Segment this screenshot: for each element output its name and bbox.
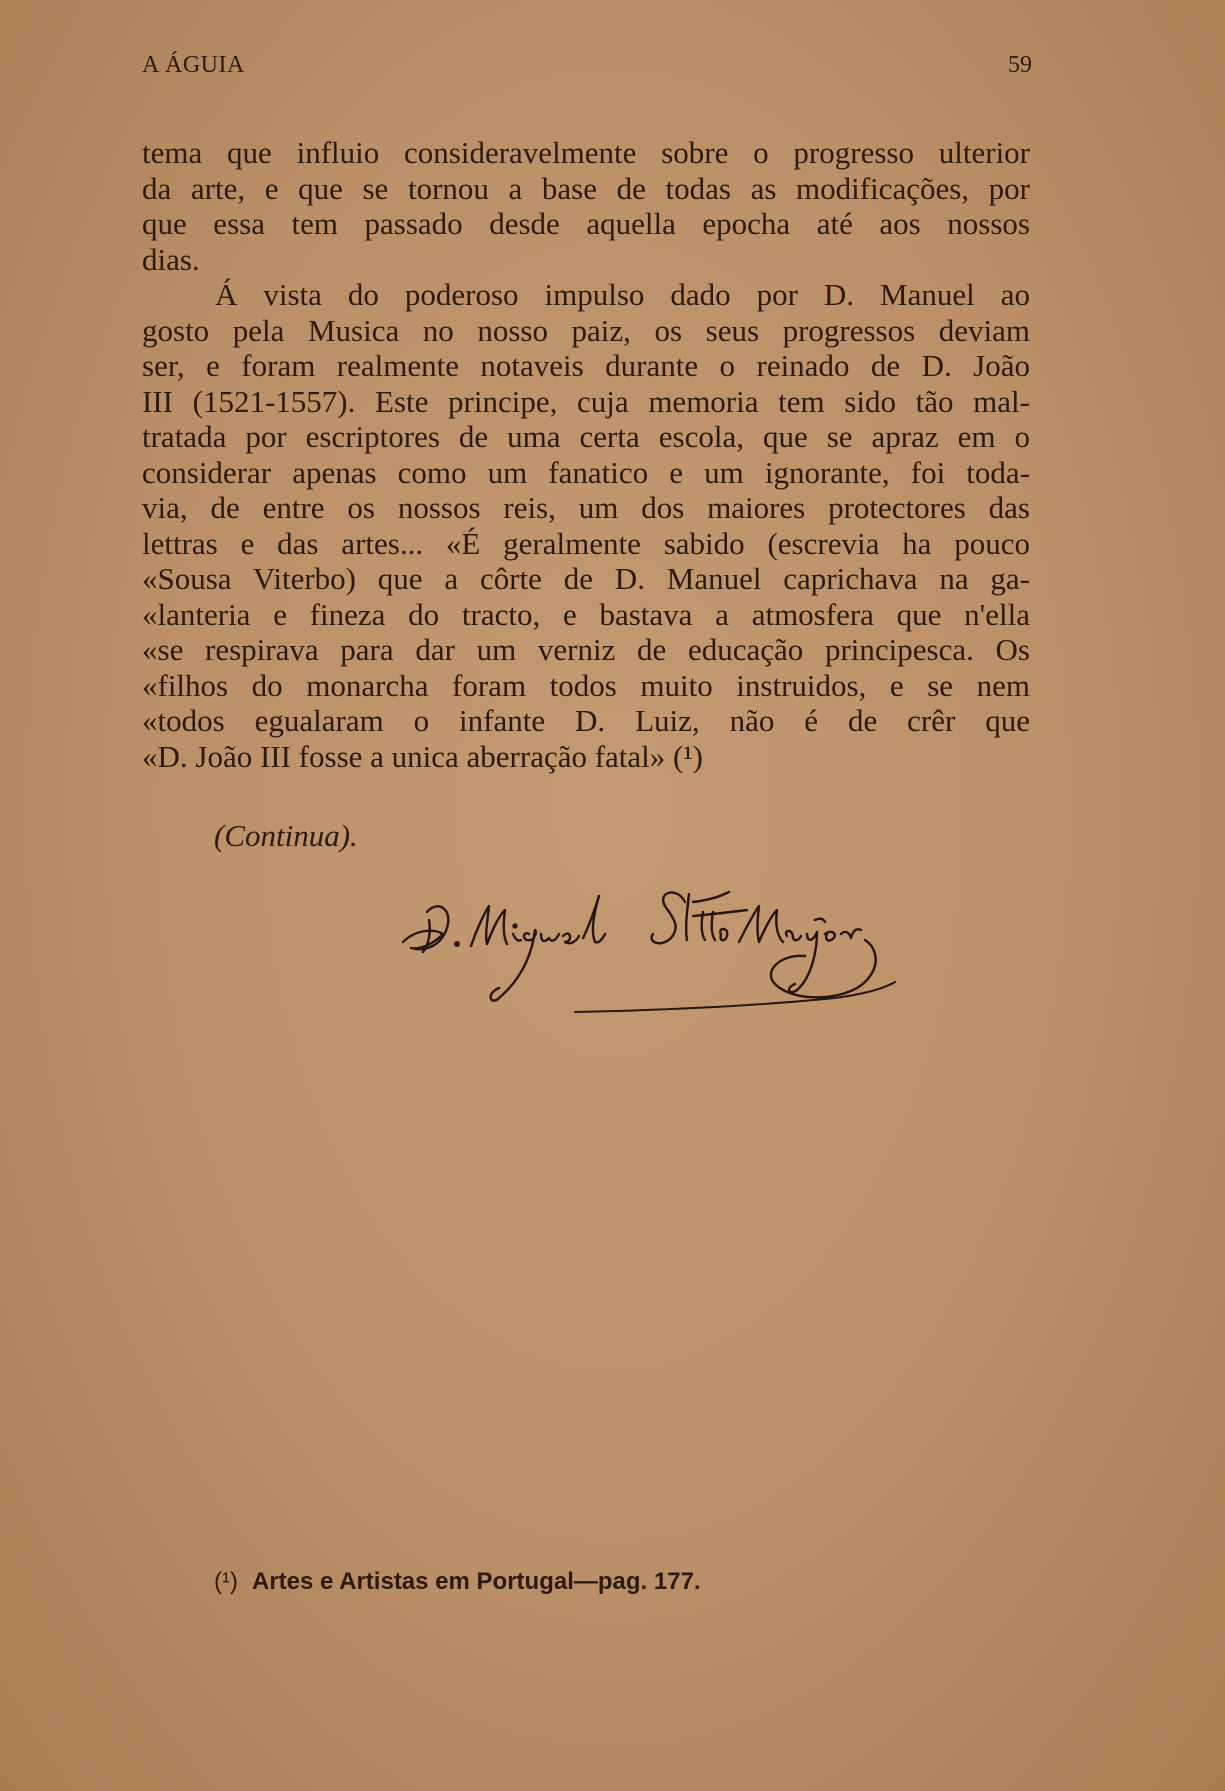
text-line: «se respirava para dar um verniz de educação principesca. Os — [142, 632, 1030, 667]
text-line: da arte, e que se tornou a base de todas as modificações, por — [142, 170, 1030, 206]
page-number: 59 — [1008, 52, 1032, 78]
text-line: que essa tem passado desde aquella epocha até aos nossos — [142, 206, 1030, 241]
text-line: III (1521-1557). Este principe, cuja memoria tem sido tão mal- — [142, 383, 1030, 419]
page-header — [142, 52, 1032, 82]
text-line: gosto pela Musica no nosso paiz, os seus progressos deviam — [142, 312, 1030, 348]
footnote-text: Artes e Artistas em Portugal—pag. 177. — [251, 1568, 701, 1595]
footnote-marker: (¹) — [214, 1568, 238, 1595]
text-line: «filhos do monarcha foram todos muito instruidos, e se nem — [142, 667, 1030, 703]
text-line: «todos egualaram o infante D. Luiz, não é de crêr que — [142, 703, 1030, 738]
text-line: tema que influio consideravelmente sobre o progresso ulterior — [142, 135, 1030, 170]
text-line: Á vista do poderoso impulso dado por D. Manuel ao — [215, 277, 1030, 312]
text-line: dias. — [142, 241, 200, 277]
text-line: «Sousa Viterbo) que a côrte de D. Manuel caprichava na ga- — [142, 561, 1030, 596]
text-line: ser, e foram realmente notaveis durante o reinado de D. João — [142, 348, 1030, 383]
text-line: «D. João III fosse a unica aberração fatal» (¹) — [142, 738, 703, 774]
footnote — [214, 1568, 701, 1596]
text-line: considerar apenas como um fanatico e um ignorante, foi toda- — [142, 454, 1030, 490]
text-line: lettras e das artes... «É geralmente sabido (escrevia ha pouco — [142, 525, 1030, 561]
running-title: A ÁGUIA — [142, 52, 245, 78]
text-line: tratada por escriptores de uma certa escola, que se apraz em o — [142, 419, 1030, 454]
body-text — [142, 135, 1030, 774]
text-line: «lanteria e fineza do tracto, e bastava a atmosfera que n'ella — [142, 596, 1030, 632]
continuation-note: (Continua). — [214, 818, 358, 853]
text-line: via, de entre os nossos reis, um dos maiores protectores das — [142, 490, 1030, 525]
handwritten-signature — [395, 872, 1035, 1032]
